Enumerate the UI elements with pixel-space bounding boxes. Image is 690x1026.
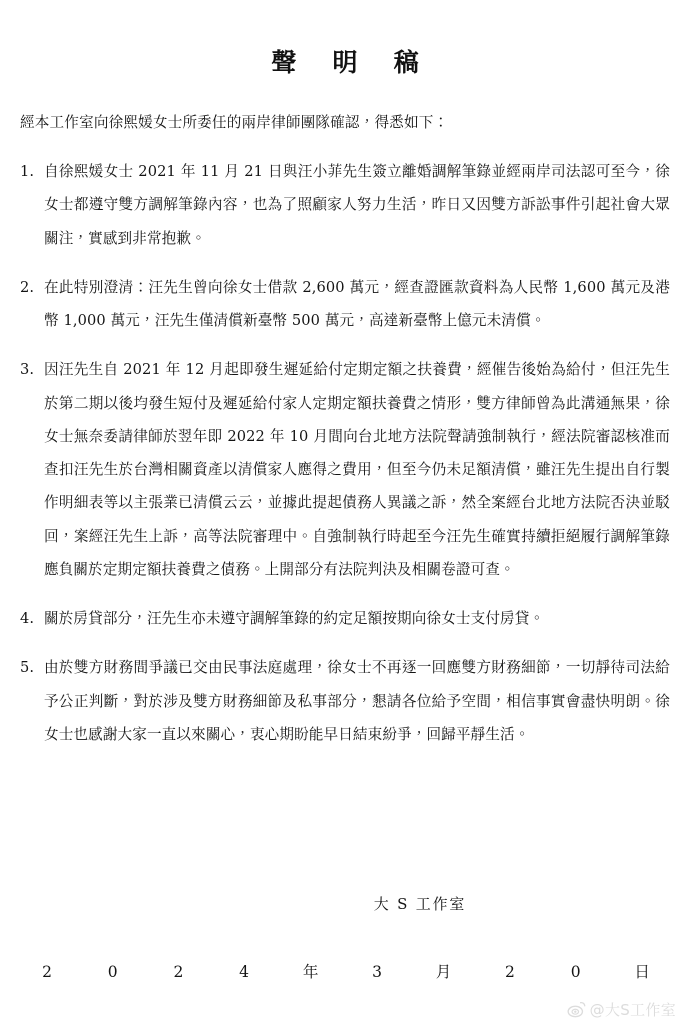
list-item-text: 關於房貸部分，汪先生亦未遵守調解筆錄的約定足額按期向徐女士支付房貸。 xyxy=(44,610,545,628)
list-item xyxy=(20,602,670,635)
list-item xyxy=(20,271,670,338)
date-cell: 0 xyxy=(570,963,581,981)
signature-line: 大 S 工作室 xyxy=(373,895,467,913)
list-item-text: 自徐熙媛女士 2021 年 11 月 21 日與汪小菲先生簽立離婚調解筆錄並經兩岸司法認可至今，徐女士都遵守雙方調解筆錄內容，也為了照顧家人努力生活，昨日又因雙方訴訟事件引起社會大眾關注，實感到非常抱歉。 xyxy=(44,162,670,247)
date-cell: 2 xyxy=(42,963,52,981)
date-cell: 2 xyxy=(505,963,515,981)
date-cell: 4 xyxy=(239,963,250,981)
document-body xyxy=(20,110,670,751)
weibo-watermark-text: @大S工作室 xyxy=(589,1001,676,1019)
date-cell: 3 xyxy=(372,963,382,981)
list-item-text: 因汪先生自 2021 年 12 月起即發生遲延給付定期定額之扶養費，經催告後始為給付，但汪先生於第二期以後均發生短付及遲延給付家人定期定額扶養費之情形，雙方律師曾為此溝通無果，徐女士無奈委請律師於翌年即 2022 年 10 月間向台北地方法院聲請強制執行，經法院審認核准而查扣汪先生於台灣相關資產以清償家人應得之費用，但至今仍未足額清償，雖汪先生提出自行製作明細表等以主張業已清償云云，並據此提起債務人異議之訴，然全案經台北地方法院否決並駁回，案經汪先生上訴，高等法院審理中。自強制執行時起至今汪先生確實持續拒絕履行調解筆錄應負關於定期定額扶養費之債務。上開部分有法院判決及相關卷證可查。 xyxy=(44,361,670,578)
list-item-text: 在此特別澄清：汪先生曾向徐女士借款 2,600 萬元，經查證匯款資料為人民幣 1,600 萬元及港幣 1,000 萬元，汪先生僅清償新臺幣 500 萬元，高達新臺幣上億元未清償。 xyxy=(44,278,670,330)
date-cell: 0 xyxy=(107,963,118,981)
date-unit-year: 年 xyxy=(302,963,319,981)
date-unit-month: 月 xyxy=(435,963,452,981)
intro-paragraph: 經本工作室向徐熙媛女士所委任的兩岸律師團隊確認，得悉如下： xyxy=(20,114,449,131)
weibo-eye-icon xyxy=(567,1000,586,1019)
list-item-marker: 5. xyxy=(20,659,35,677)
date-cell: 2 xyxy=(173,963,184,981)
weibo-watermark xyxy=(567,999,676,1020)
list-item xyxy=(20,155,670,255)
list-item-marker: 1. xyxy=(20,162,35,180)
date-line xyxy=(40,960,650,982)
list-item-marker: 3. xyxy=(20,361,35,379)
list-item-marker: 2. xyxy=(20,278,35,296)
list-item-marker: 4. xyxy=(20,610,35,628)
date-unit-day: 日 xyxy=(634,963,650,981)
list-item xyxy=(20,651,670,751)
list-item xyxy=(20,353,670,586)
list-item-text: 由於雙方財務間爭議已交由民事法庭處理，徐女士不再逐一回應雙方財務細節，一切靜待司法給予公正判斷，對於涉及雙方財務細節及私事部分，懇請各位給予空間，相信事實會盡快明朗。徐女士也感謝大家一直以來關心，衷心期盼能早日結束紛爭，回歸平靜生活。 xyxy=(44,659,670,743)
numbered-statement-list xyxy=(20,155,670,751)
page-title: 聲 明 稿 xyxy=(271,48,433,77)
